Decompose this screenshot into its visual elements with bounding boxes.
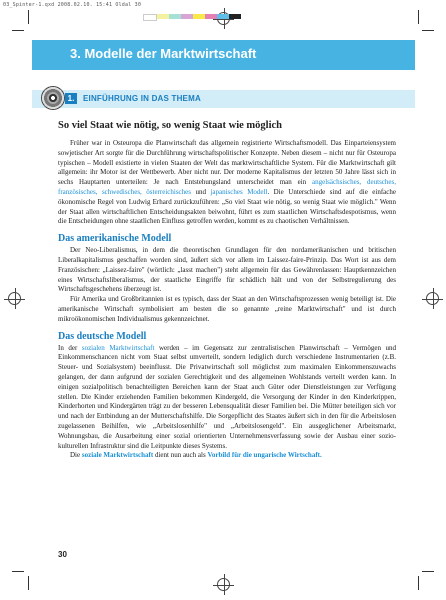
chapter-title: 3. Modelle der Marktwirtschaft — [70, 46, 257, 61]
registration-mark-icon — [426, 292, 439, 305]
american-model-heading: Das amerikanische Modell — [58, 233, 172, 245]
cd-icon — [41, 86, 65, 110]
text-run: Die — [70, 451, 82, 460]
print-slug: 03_Spinter-1.qxd 2008.02.10. 15:41 Oldal 30 — [3, 2, 142, 8]
section-number: 1. — [65, 93, 77, 104]
highlight-social-market: soziale Marktwirtschaft — [81, 451, 154, 460]
highlight-social-market: sozialen Marktwirtschaft — [81, 343, 155, 352]
page-content — [58, 120, 396, 461]
crop-mark — [422, 571, 434, 572]
german-paragraph-2 — [58, 451, 396, 461]
page-number: 30 — [58, 550, 67, 559]
main-heading: So viel Staat wie nötig, so wenig Staat wie möglich — [58, 120, 282, 131]
german-paragraph-1 — [58, 344, 396, 452]
highlight-hungarian-model: Vorbild für die ungarische Wirtschaft. — [207, 451, 322, 460]
highlight-models: angelsächsisches, deutsches, französisches, schwedisches, österreichisches — [58, 178, 396, 196]
crop-mark — [12, 30, 24, 31]
crop-mark — [418, 10, 419, 24]
text-run: werden – im Gegensatz zur zentralistischen Planwirtschaft – Vermögen und Einkommenschancen nicht vom Staat selbst umverteilt, sondern lediglich durch verschiedene Instrumentarien (z.B. Steuer- und Sozialsystem) beeinflusst. Die Privatwirtschaft soll möglichst zum maximalen Einkommenszuwachs gelangen, der dann aufgrund der sozialen Gerechtigkeit und des allgemeinen Wohlstands verteilt werden kann. In einigen sozialpolitisch benachteiligten Bereichen kann der Staat auch Güter oder Dienstleistungen zur Verfügung stellen. Die Kinder erziehenden Familien bekommen Kindergeld, die Versorgung der Kinder in den Kinderkrippen, Kinderhorten und Kindergärten trägt zu der besseren Lebensqualität dieser Familien bei. Die Mütter beteiligen sich vor und nach der Entbindung an der Mutterschaftshilfe. Die Sorgepflicht des Staates äußert sich in den für die Arbeitslosen zugelassenen Beihilfen, wie „Arbeitslosenhilfe" und „Arbeitslosengeld". Ein ausgeglichener Arbeitsmarkt, Wohnungsbau, die Ausarbeitung einer sozial orientierten Unternehmensverfassung sowie der Ausbau einer sozio-kulturellen Infrastruktur sind die Leitpunkte dieses Systems. — [58, 343, 396, 450]
highlight-japanese-model: japanisches Modell — [210, 187, 268, 196]
text-run: Früher war in Osteuropa die Planwirtschaft das allgemein registrierte Wirtschaftsmodell. Das Einparteiensystem sowjetischer Art sorgte für die Durchführung wirtschaftspolitischer Konzepte. Neben diesem – nicht nur für Osteuropa typischen – Modell existierte in vielen Staaten der Welt das marktwirtschaftliche System. Für die Marktwirtschaft gilt allgemein: ihr Motor ist der Wettbewerb. Aber nicht nur. Der moderne Kapitalismus der letzten 50 Jahre lässt sich in sechs Hauptarten unterteilen: Je nach Entstehungsland unterscheidet man ein — [58, 139, 396, 187]
crop-mark — [12, 571, 24, 572]
crop-mark — [28, 10, 29, 24]
registration-mark-icon — [8, 292, 21, 305]
german-model-heading: Das deutsche Modell — [58, 330, 147, 342]
section-title: EINFÜHRUNG IN DAS THEMA — [83, 94, 201, 103]
color-control-bar — [143, 14, 241, 21]
american-paragraph-2: Für Amerika und Großbritannien ist es typisch, dass der Staat an den Wirtschaftsprozessen wenig beteiligt ist. Die amerikanische Wirtschaft symbolisiert am besten die so genannte „reine Marktwirtschaft" und ist durch mikroökonomischen Individualismus gekennzeichnet. — [58, 295, 396, 323]
text-run: In der — [58, 343, 82, 352]
registration-mark-icon — [217, 578, 230, 591]
crop-mark — [28, 576, 29, 590]
text-run: dient nun auch als — [153, 451, 208, 460]
intro-paragraph — [58, 139, 396, 227]
american-paragraph-1: Der Neo-Liberalismus, in dem die theoretischen Grundlagen für den nordamerikanischen und britischen Liberalkapitalismus geschaffen worden sind, äußert sich vor allem im Laissez-faire-Prinzip. Das Wort ist aus dem Französischen: „Laissez-faire" (wörtlich: „lasst machen") steht allgemein für das Gewährenlassen: Hauptkennzeichen eines Wirtschaftsliberalismus, der staatliche Eingriffe für schädlich hält und von der Selbstregulierung des Wirtschaftsgeschehens überzeugt ist. — [58, 246, 396, 294]
crop-mark — [418, 576, 419, 590]
text-run: . Die Unterschiede sind auf die einfache ökonomische Regel von Ludwig Erhard zurückzuführen: „So viel Staat wie nötig, so wenig Staat wie möglich." Wenn der Staat allen wirtschaftlichen Entscheidungsakten beiwohnt, führt es zum staatlichen Wirtschaftsdespotismus, wenn die Entscheidungen ohne staatlichen Einfluss getroffen werden, kommt es zu chaotischen Verhältnissen. — [58, 187, 396, 226]
text-run: und — [190, 187, 211, 196]
crop-mark — [422, 30, 434, 31]
